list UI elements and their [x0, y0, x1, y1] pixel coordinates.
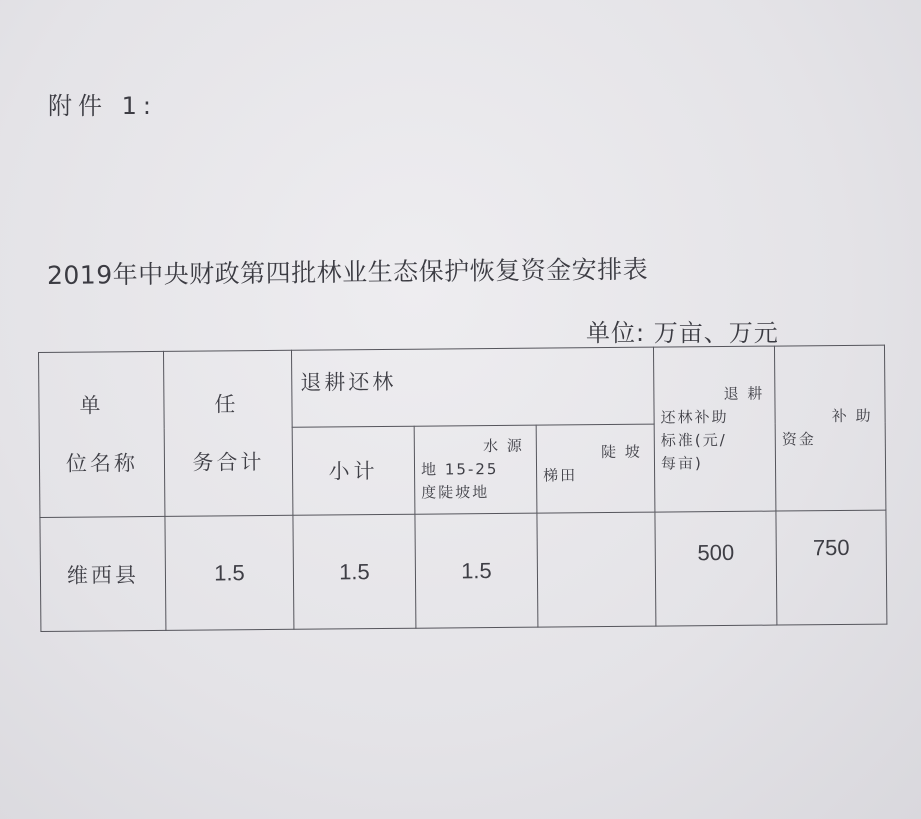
table-row — [40, 510, 887, 631]
cell-task-total: 1.5 — [165, 515, 294, 630]
cell-subtotal: 1.5 — [293, 514, 416, 629]
header-task-total — [163, 350, 292, 516]
cell-subsidy: 750 — [776, 510, 887, 625]
header-steep-terrace-line2: 梯田 — [543, 466, 578, 485]
header-water-source-line2: 地 15-25 — [420, 459, 499, 479]
header-standard — [653, 346, 775, 512]
header-standard-line3: 标准(元/ — [660, 430, 727, 450]
header-subsidy-line2: 资金 — [781, 430, 816, 449]
header-standard-line4: 每亩) — [660, 454, 703, 473]
header-task-total-line2: 务合计 — [192, 450, 265, 475]
attachment-label: 附件 1: — [48, 92, 157, 120]
header-group-return-farmland: 退耕还林 — [291, 347, 654, 427]
header-unit-name-line2: 位名称 — [65, 451, 139, 476]
header-standard-line1: 退 耕 — [723, 384, 765, 404]
cell-standard: 500 — [655, 511, 777, 626]
header-steep-terrace — [536, 424, 655, 513]
unit-label: 单位: 万亩、万元 — [586, 319, 779, 347]
header-standard-line2: 还林补助 — [660, 407, 729, 427]
header-unit-name — [39, 351, 165, 517]
cell-steep-terrace — [537, 512, 656, 627]
header-task-total-line1: 任 — [214, 392, 239, 417]
funding-table — [38, 345, 887, 632]
header-steep-terrace-line1: 陡 坡 — [601, 442, 642, 462]
cell-unit-name: 维西县 — [40, 516, 166, 631]
header-water-source — [414, 425, 537, 514]
cell-water-source: 1.5 — [415, 513, 538, 628]
header-water-source-line3: 度陡坡地 — [421, 483, 490, 502]
document-title: 2019年中央财政第四批林业生态保护恢复资金安排表 — [46, 254, 649, 290]
header-water-source-line1: 水 源 — [482, 436, 524, 456]
header-subsidy — [774, 345, 885, 511]
header-subsidy-line1: 补 助 — [831, 406, 873, 426]
funding-table-wrapper — [38, 345, 886, 624]
header-subtotal: 小计 — [292, 426, 415, 515]
header-unit-name-line1: 单 — [79, 393, 104, 418]
